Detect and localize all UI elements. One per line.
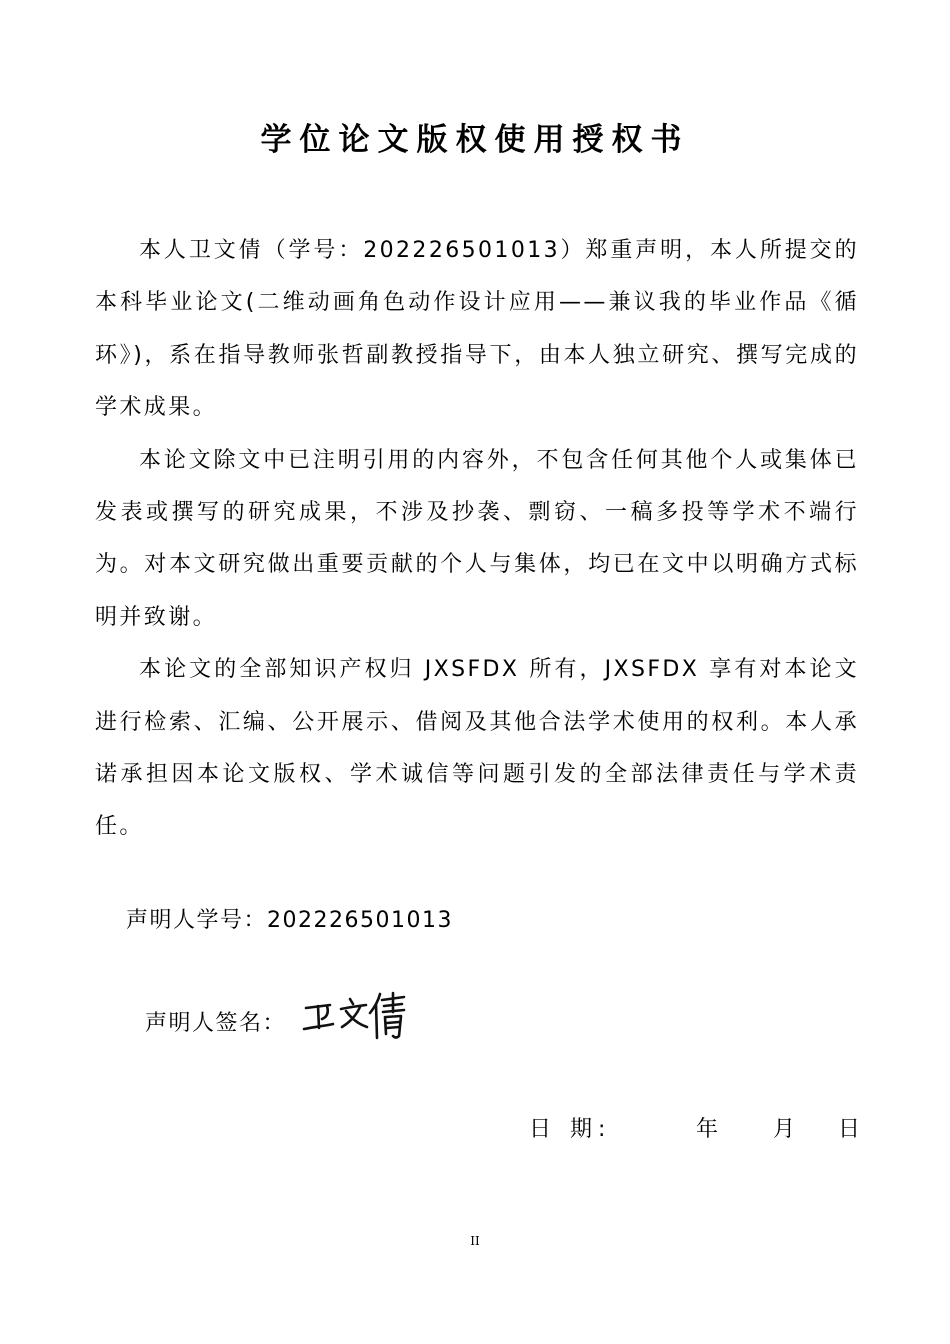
signature-label: 声明人签名： [145,1011,287,1036]
declaration-body [95,225,859,854]
date-day-label: 日 [838,1117,861,1142]
date-year-label: 年 [696,1117,719,1142]
page-number: II [470,1234,480,1248]
date-month-label: 月 [773,1117,796,1142]
student-id-value: 202226501013 [267,908,453,933]
signature-line [145,1009,286,1039]
paragraph-originality: 本人卫文倩（学号：202226501013）郑重声明，本人所提交的本科毕业论文(二维动画角色动作设计应用——兼议我的毕业作品《循环》)，系在指导教师张哲副教授指导下，由本人独立研究、撰写完成的学术成果。 [95,238,859,421]
document-title: 学位论文版权使用授权书 [260,122,690,158]
student-id-line [126,906,453,936]
handwritten-signature [300,988,412,1044]
student-id-label: 声明人学号： [126,908,268,933]
paragraph-no-plagiarism: 本论文除文中已注明引用的内容外，不包含任何其他个人或集体已发表或撰写的研究成果，不涉及抄袭、剽窃、一稿多投等学术不端行为。对本文研究做出重要贡献的个人与集体，均已在文中以明确方式标明并致谢。 [95,447,859,630]
date-label: 日 期: [529,1117,612,1142]
paragraph-copyright: 本论文的全部知识产权归 JXSFDX 所有，JXSFDX 享有对本论文进行检索、汇编、公开展示、借阅及其他合法学术使用的权利。本人承诺承担因本论文版权、学术诚信等问题引发的全部法律责任与学术责任。 [95,657,859,840]
